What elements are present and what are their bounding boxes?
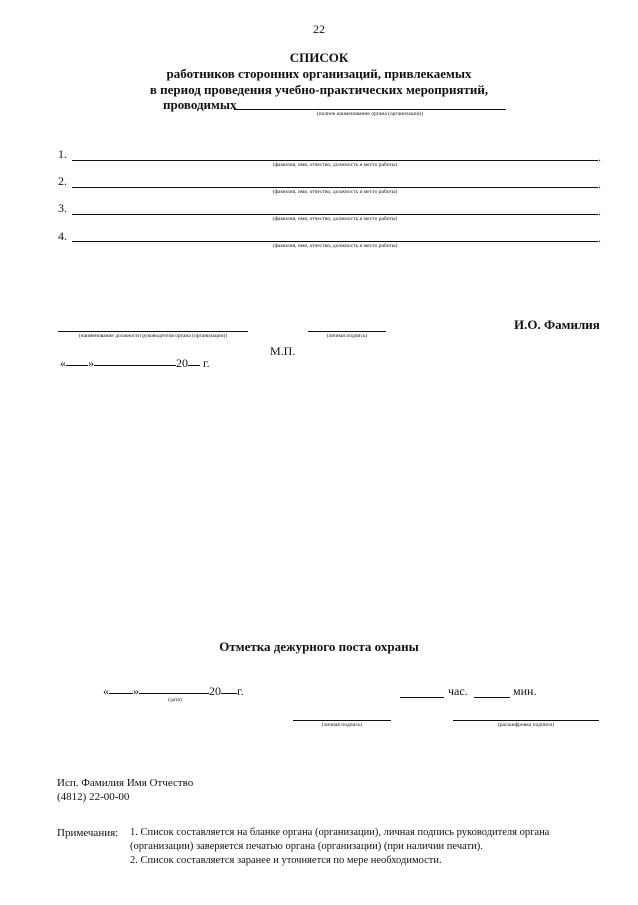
signature-decode-caption: (расшифровка подписи) xyxy=(497,722,555,728)
position-field[interactable] xyxy=(58,331,248,332)
year-prefix: 20 xyxy=(209,684,221,698)
page-number: 22 xyxy=(313,22,325,36)
year-prefix: 20 xyxy=(176,356,188,370)
seal-mark: М.П. xyxy=(270,344,296,358)
day-field[interactable] xyxy=(109,693,133,694)
signature-field[interactable] xyxy=(308,331,386,332)
date-open-quote: « xyxy=(60,356,66,370)
entry-caption: (фамилия, имя, отчество, должность и место работы) xyxy=(272,162,398,168)
year-suffix: г. xyxy=(203,356,210,370)
organization-name-caption: (полное наименование органа (организации)) xyxy=(316,111,424,117)
note-1-line-2: (организации) заверяется печатью органа (организации) (при наличии печати). xyxy=(130,841,483,852)
date-close-quote: » xyxy=(133,684,139,698)
entry-number: 1. xyxy=(58,147,67,161)
entry-field[interactable] xyxy=(72,241,598,242)
day-field[interactable] xyxy=(66,365,88,366)
year-suffix: г. xyxy=(237,684,244,698)
entry-number: 4. xyxy=(58,229,67,243)
title-line-1: работников сторонних организаций, привлекаемых xyxy=(166,66,472,81)
entry-number: 2. xyxy=(58,174,67,188)
minutes-label: мин. xyxy=(513,684,537,698)
month-field[interactable] xyxy=(94,365,176,366)
minutes-field[interactable] xyxy=(474,697,510,698)
entry-field[interactable] xyxy=(72,160,598,161)
entry-caption: (фамилия, имя, отчество, должность и место работы) xyxy=(272,243,398,249)
notes-label: Примечания: xyxy=(57,827,119,839)
entry-caption: (фамилия, имя, отчество, должность и место работы) xyxy=(272,216,398,222)
approval-date xyxy=(60,356,210,371)
organization-name-field[interactable] xyxy=(234,109,506,110)
guard-signature-field[interactable] xyxy=(293,720,391,721)
year-field[interactable] xyxy=(188,365,200,366)
year-field[interactable] xyxy=(221,693,237,694)
note-2: 2. Список составляется заранее и уточняется по мере необходимости. xyxy=(130,855,442,866)
signature-decode-field[interactable] xyxy=(453,720,599,721)
position-caption: (наименование должности руководителя органа (организации)) xyxy=(78,333,228,339)
document-title: СПИСОК xyxy=(289,50,349,65)
hours-label: час. xyxy=(448,684,468,698)
title-line-3-label: проводимых xyxy=(163,97,237,112)
entry-field[interactable] xyxy=(72,187,598,188)
date-open-quote: « xyxy=(103,684,109,698)
month-field[interactable] xyxy=(139,693,209,694)
signature-caption: (личная подпись) xyxy=(326,333,368,339)
entry-end-dot: . xyxy=(598,231,601,245)
head-name: И.О. Фамилия xyxy=(514,317,600,332)
entry-field[interactable] xyxy=(72,214,598,215)
hours-field[interactable] xyxy=(400,697,444,698)
executor-name: Исп. Фамилия Имя Отчество xyxy=(57,777,194,789)
note-1-line-1: 1. Список составляется на бланке органа (организации), личная подпись руководителя органа xyxy=(130,827,550,838)
guard-signature-caption: (личная подпись) xyxy=(321,722,363,728)
entry-caption: (фамилия, имя, отчество, должность и место работы) xyxy=(272,189,398,195)
guard-mark-title: Отметка дежурного поста охраны xyxy=(219,639,419,654)
title-line-2: в период проведения учебно-практических мероприятий, xyxy=(149,82,489,97)
entry-end-dot: . xyxy=(598,177,601,191)
entry-end-dot: . xyxy=(598,204,601,218)
date-close-quote: » xyxy=(88,356,94,370)
entry-number: 3. xyxy=(58,201,67,215)
executor-phone: (4812) 22-00-00 xyxy=(57,791,130,803)
entry-end-dot: . xyxy=(598,150,601,164)
date-caption: (дата) xyxy=(168,697,182,703)
